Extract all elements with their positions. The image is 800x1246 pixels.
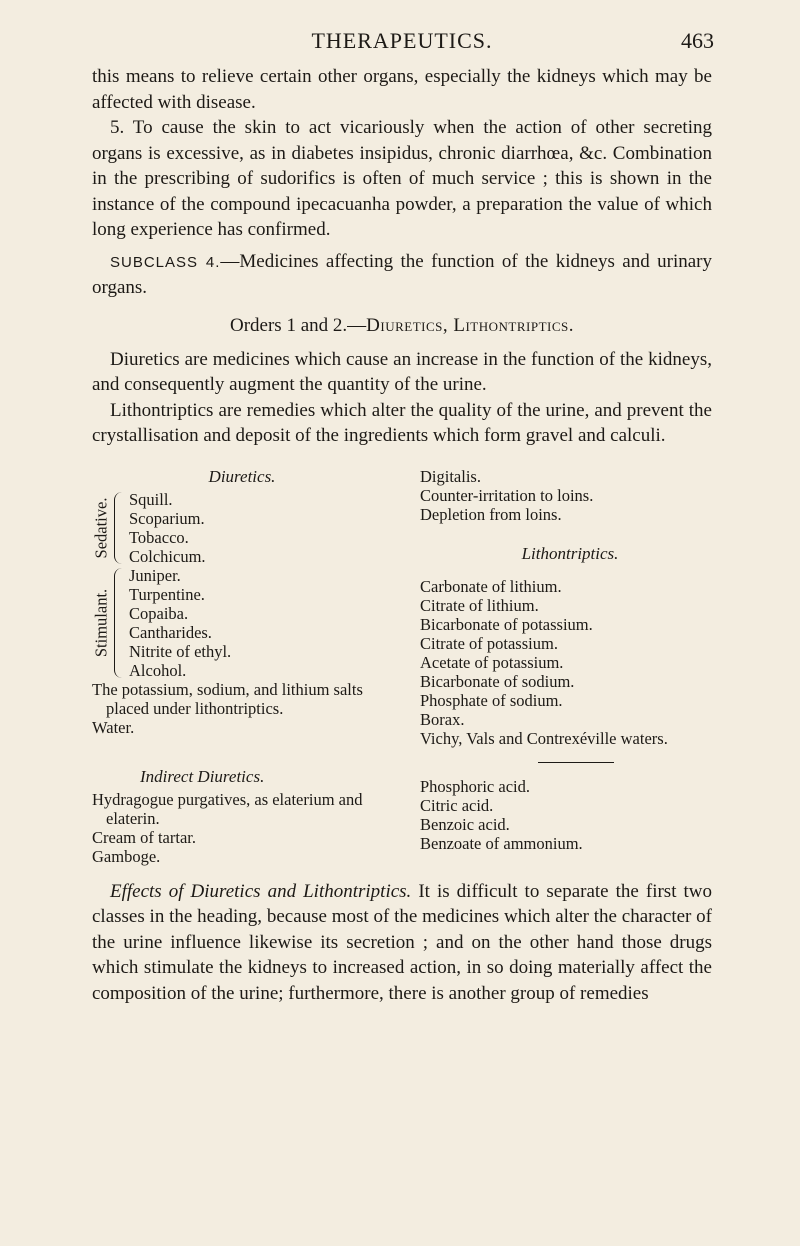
left-column — [92, 467, 392, 866]
paragraph-five: 5. To cause the skin to act vicariously when the action of other secreting organs is excessive, as in diabetes insipidus, chronic diarrhœa, &c. Combination in the prescribing of sudorifics is often of much service ; this is shown in the instance of the compound ipecacuanha powder, a preparation the value of which long experience has confirmed. — [92, 117, 712, 240]
list-item: Gamboge. — [92, 846, 161, 866]
subclass-heading — [92, 249, 712, 301]
list-item: Water. — [92, 717, 135, 737]
list-item: Scoparium. — [129, 508, 205, 528]
running-head: THERAPEUTICS. — [311, 28, 493, 53]
indirect-diuretics-title: Indirect Diuretics. — [140, 766, 265, 786]
right-column — [420, 467, 720, 853]
lithontriptics-title: Lithontriptics. — [521, 543, 619, 563]
orders-heading — [92, 315, 712, 337]
list-item: Borax. — [420, 709, 465, 729]
stimulant-group — [92, 566, 392, 680]
list-item: Citrate of lithium. — [420, 595, 539, 615]
effects-heading: Effects of Diuretics and Lithontriptics. — [110, 880, 412, 902]
list-item: Acetate of potassium. — [420, 652, 564, 672]
list-item: Depletion from loins. — [420, 504, 562, 524]
diuretics-definition: Diuretics are medicines which cause an increase in the function of the kidneys, and consequently augment the quantity of the urine. — [92, 348, 712, 395]
list-item: Colchicum. — [129, 546, 206, 566]
list-item: Bicarbonate of sodium. — [420, 671, 575, 691]
list-item: Squill. — [129, 489, 173, 509]
stimulant-list — [129, 566, 231, 680]
sedative-list — [129, 490, 206, 566]
paragraph-continuation: this means to relieve certain other organs, especially the kidneys which may be affected with disease. — [92, 66, 712, 113]
list-item: Tobacco. — [129, 527, 189, 547]
orders-title: Diuretics, Lithontriptics. — [366, 314, 574, 336]
list-item: Turpentine. — [129, 584, 205, 604]
brace-icon — [114, 492, 125, 564]
page-header — [92, 28, 712, 64]
list-item: Nitrite of ethyl. — [129, 641, 232, 661]
list-item: Hydragogue purgatives, as elaterium and elaterin. — [92, 789, 363, 828]
book-page — [92, 28, 712, 1006]
list-item: Copaiba. — [129, 603, 189, 623]
list-item: Benzoate of ammonium. — [420, 833, 583, 853]
lithontriptics-definition: Lithontriptics are remedies which alter the quality of the urine, and prevent the crystallisation and deposit of the ingredients which form gravel and calculi. — [92, 399, 712, 446]
list-item: Cream of tartar. — [92, 827, 196, 847]
diuretics-title: Diuretics. — [208, 466, 276, 486]
list-item: Citric acid. — [420, 795, 494, 815]
list-item: Carbonate of lithium. — [420, 576, 562, 596]
effects-paragraph — [92, 879, 712, 1007]
list-item: Vichy, Vals and Contrexéville waters. — [420, 728, 668, 748]
subclass-text: —Medicines affecting the function of the kidneys and urinary organs. — [92, 250, 712, 298]
classification-table — [91, 466, 712, 866]
list-item: Benzoic acid. — [420, 814, 510, 834]
sedative-group — [92, 490, 392, 566]
list-item: Phosphate of sodium. — [420, 690, 563, 710]
effects-text: It is difficult to separate the first two classes in the heading, because most of the medicines which alter the character of the urine influence likewise its secretion ; and on the other hand those drugs which stimulate the kidneys to increased action, in so doing materially affect the composition of the urine; furthermore, there is another group of remedies — [92, 880, 712, 1004]
list-item: The potassium, sodium, and lithium salts placed under lithontriptics. — [92, 679, 363, 718]
list-item: Counter-irritation to loins. — [420, 485, 594, 505]
list-item: Alcohol. — [129, 660, 187, 680]
list-item: Phosphoric acid. — [420, 776, 530, 796]
orders-prefix: Orders 1 and 2.— — [230, 314, 367, 336]
subclass-label: SUBCLASS 4. — [110, 253, 221, 271]
sedative-label: Sedative. — [91, 497, 111, 558]
list-item: Bicarbonate of potassium. — [420, 614, 593, 634]
page-number: 463 — [681, 28, 714, 53]
brace-icon — [114, 568, 125, 678]
list-item: Digitalis. — [420, 466, 481, 486]
list-item: Citrate of potassium. — [420, 633, 558, 653]
list-item: Juniper. — [129, 565, 181, 585]
divider-rule — [538, 762, 614, 763]
list-item: Cantharides. — [129, 622, 212, 642]
stimulant-label: Stimulant. — [91, 588, 111, 657]
